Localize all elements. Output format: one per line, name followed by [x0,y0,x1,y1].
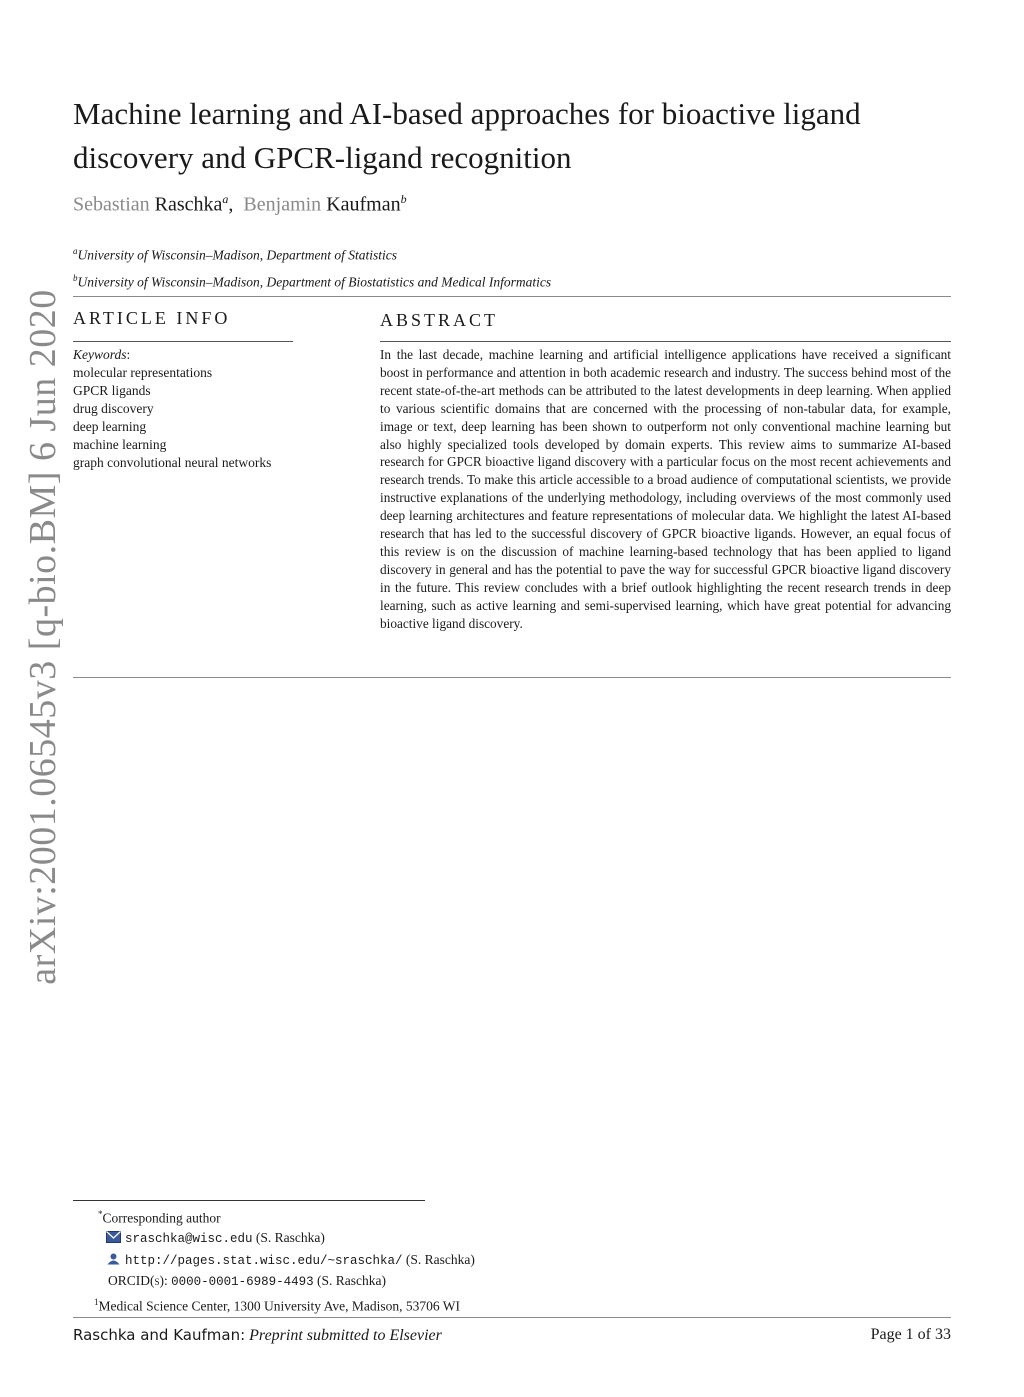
url-owner: (S. Raschka) [405,1251,475,1267]
keywords-label-line [73,346,271,364]
footnote-mark: 1 [94,1296,99,1307]
author-affil-mark: b [400,192,407,206]
keyword-item: molecular representations [73,365,213,380]
keyword-item: graph convolutional neural networks [73,455,272,470]
email-line [98,1228,475,1250]
url-line [98,1250,475,1272]
affiliation-mark: a [73,246,78,256]
keywords-colon: : [126,347,131,362]
abstract-heading: ABSTRACT [380,310,499,330]
page-prefix: Page [870,1326,902,1343]
corresponding-author-note [98,1205,475,1228]
header-divider [73,296,951,297]
corresponding-author-label: Corresponding author [102,1210,221,1226]
keyword-item: machine learning [73,437,167,452]
author-affil-mark: a [222,192,229,206]
arxiv-stamp [18,289,68,985]
article-info-rule [73,341,293,342]
abstract-bottom-divider [73,677,951,678]
author-first-name: Benjamin [243,193,322,216]
orcid-label: ORCID(s): [108,1273,168,1288]
author-first-name: Sebastian [73,193,150,216]
footnote-mark: * [98,1209,103,1219]
homepage-link[interactable]: http://pages.stat.wisc.edu/~sraschka/ [125,1253,403,1268]
footnotes [94,1205,475,1316]
author-separator: , [228,193,234,216]
footer-venue: Preprint submitted to Elsevier [249,1327,442,1344]
footer-authors: Raschka and Kaufman [73,1326,241,1344]
user-icon [106,1253,121,1265]
abstract-rule [380,341,951,342]
abstract-text: In the last decade, machine learning and artificial intelligence applications have received a significant boost in performance and attention in both academic research and industry. The success behind most of the recent state-of-the-art methods can be attributed to the latest developments in deep learning. When applied to various scientific domains that are concerned with the processing of non-tabular data, for example, image or text, deep learning has been shown to outperform not only conventional machine learning but also highly specialized tools developed by domain experts. This review aims to summarize AI-based research for GPCR bioactive ligand discovery with a particular focus on the most recent achievements and research trends. To make this article accessible to a broad audience of computational scientists, we provide instructive explanations of the underlying methodology, including overviews of the most commonly used deep learning architectures and feature representations of molecular data. We highlight the latest AI-based research that has led to the successful discovery of GPCR bioactive ligands. However, an equal focus of this review is on the discussion of machine learning-based technology that has been applied to ligand discovery in general and has the potential to pave the way for successful GPCR bioactive ligand discovery in the future. This review concludes with a brief outlook highlighting the recent research trends in deep learning, such as active learning and semi-supervised learning, which have great potential for advancing bioactive ligand discovery. [380,347,951,631]
page-footer-citation [73,1326,442,1345]
affiliation-text: University of Wisconsin–Madison, Department of Biostatistics and Medical Informatics [77,274,552,289]
author-last-name: Raschka [154,193,223,216]
email-owner: (S. Raschka) [255,1230,325,1245]
keyword-item: GPCR ligands [73,383,151,398]
affiliation-text: University of Wisconsin–Madison, Department of Statistics [77,247,397,263]
keywords-label: Keywords [73,347,127,362]
arxiv-stamp-text: arXiv:2001.06545v3 [q-bio.BM] 6 Jun 2020 [22,289,64,985]
footer-divider [73,1317,951,1318]
orcid-owner: (S. Raschka) [317,1273,387,1288]
page-number [871,1326,951,1344]
author-list [73,192,407,217]
article-info-heading: ARTICLE INFO [73,308,231,328]
envelope-icon [106,1231,121,1243]
page-current: 1 [905,1326,914,1343]
affiliations [73,240,551,293]
affiliation [73,240,551,267]
footnote-rule [73,1200,425,1201]
keywords-block [73,346,271,472]
orcid-id[interactable]: 0000-0001-6989-4493 [171,1275,314,1289]
paper-title: Machine learning and AI-based approaches for bioactive ligand discovery and GPCR-ligand recognition [73,96,861,175]
author-last-name: Kaufman [326,193,401,216]
keyword-item: deep learning [73,419,147,434]
keyword-item: drug discovery [73,401,154,416]
email-link[interactable]: sraschka@wisc.edu [125,1232,253,1246]
orcid-line [108,1271,475,1293]
affiliation-footnote [94,1293,475,1316]
footer-colon: : [240,1326,246,1344]
page-of: of [917,1326,931,1343]
affiliation-mark: b [73,272,78,283]
page-total: 33 [935,1326,951,1343]
affiliation-footnote-text: Medical Science Center, 1300 University Ave, Madison, 53706 WI [98,1298,461,1313]
affiliation [73,267,551,294]
